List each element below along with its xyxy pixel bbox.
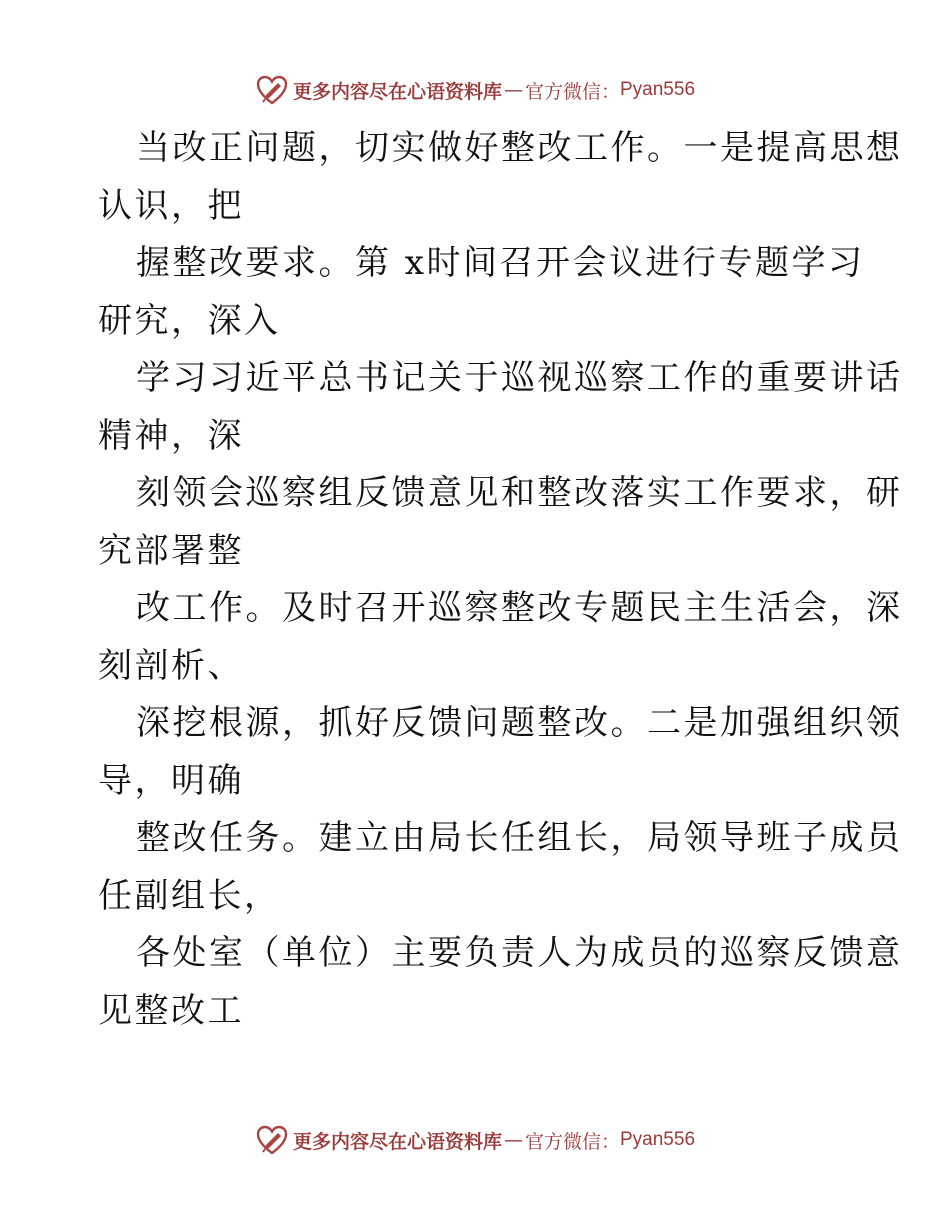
heart-pen-logo-icon (255, 1123, 289, 1157)
text-line: 究部署整 (98, 530, 244, 571)
banner-dash: — (503, 79, 523, 101)
banner-wechat-id: Pyan556 (620, 79, 696, 100)
text-line: 学习习近平总书记关于巡视巡察工作的重要讲话 (136, 358, 903, 398)
banner-main-text: 更多内容尽在心语资料库 (292, 80, 502, 103)
text-line: 整改任务。建立由局长任组长，局领导班子成员 (136, 818, 903, 858)
banner-main-text: 更多内容尽在心语资料库 (292, 1130, 502, 1153)
text-line: 认识，把 (98, 185, 244, 226)
banner-dash: — (503, 1129, 523, 1151)
footer-banner (0, 1120, 950, 1160)
text-line: 精神，深 (98, 415, 244, 456)
heart-pen-logo-icon (255, 73, 289, 107)
text-line: 各处室（单位）主要负责人为成员的巡察反馈意 (136, 933, 903, 973)
text-line: 当改正问题，切实做好整改工作。一是提高思想 (136, 128, 903, 168)
text-line: 见整改工 (98, 990, 244, 1031)
banner-wechat-id: Pyan556 (620, 1129, 696, 1150)
banner-wechat-label: 官方微信： (524, 80, 620, 103)
text-line: 任副组长， (98, 875, 281, 916)
text-line: 导，明确 (98, 760, 244, 801)
text-line: 握整改要求。第 x时间召开会议进行专题学习 (136, 243, 865, 283)
body-text (98, 120, 903, 1040)
header-banner (0, 70, 950, 110)
banner-wechat-label: 官方微信： (524, 1130, 620, 1153)
text-line: 刻剖析、 (98, 645, 244, 686)
text-line: 研究，深入 (98, 300, 281, 341)
text-line: 刻领会巡察组反馈意见和整改落实工作要求，研 (136, 473, 903, 513)
text-line: 改工作。及时召开巡察整改专题民主生活会，深 (136, 588, 903, 628)
text-line: 深挖根源，抓好反馈问题整改。二是加强组织领 (136, 703, 903, 743)
